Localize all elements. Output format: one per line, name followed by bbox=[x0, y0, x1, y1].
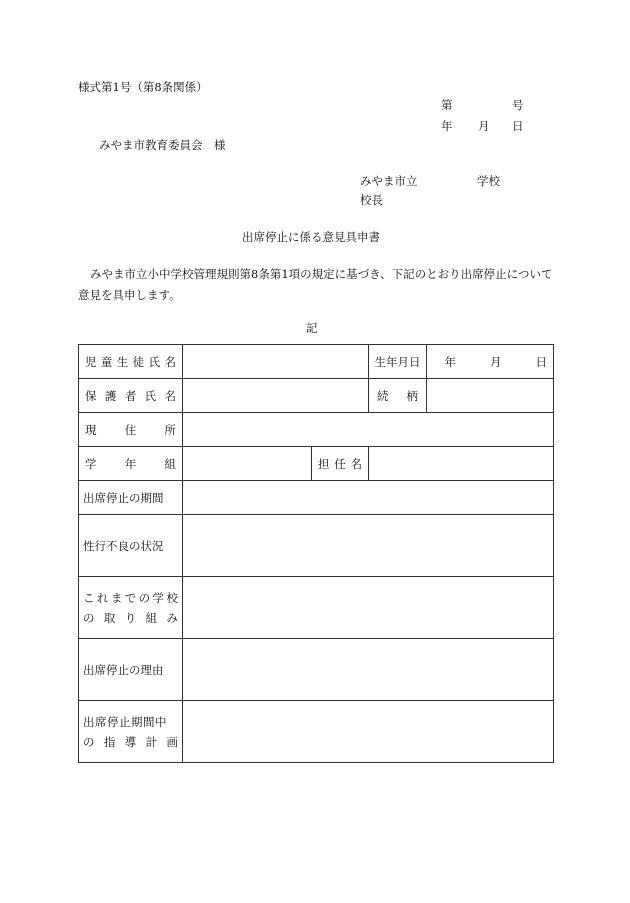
birthdate-field[interactable] bbox=[427, 345, 554, 379]
student-name-label: 児 童 生 徒 氏 名 bbox=[79, 345, 183, 379]
row-school-efforts bbox=[79, 577, 554, 639]
teacher-field[interactable] bbox=[369, 447, 554, 481]
sender-city: みやま市立 bbox=[360, 174, 418, 188]
birth-day: 日 bbox=[535, 354, 547, 369]
application-form-table bbox=[78, 344, 554, 763]
row-address bbox=[79, 413, 554, 447]
guardian-name-label: 保 護 者 氏 名 bbox=[79, 379, 183, 413]
suspension-period-label: 出席停止の期間 bbox=[79, 481, 183, 515]
school-efforts-label: こ れ ま で の 学 校 の 取 り 組 み bbox=[79, 577, 183, 639]
relation-field[interactable] bbox=[427, 379, 554, 413]
misconduct-label: 性行不良の状況 bbox=[79, 515, 183, 577]
row-student-name bbox=[79, 345, 554, 379]
row-reason bbox=[79, 639, 554, 701]
row-misconduct bbox=[79, 515, 554, 577]
guidance-plan-field[interactable] bbox=[183, 701, 554, 763]
document-title: 出席停止に係る意見具申書 bbox=[242, 230, 380, 244]
number-suffix: 号 bbox=[512, 98, 524, 112]
row-guardian bbox=[79, 379, 554, 413]
guardian-name-field[interactable] bbox=[183, 379, 369, 413]
birthdate-label: 生年月日 bbox=[369, 345, 427, 379]
reason-field[interactable] bbox=[183, 639, 554, 701]
birth-year: 年 bbox=[444, 354, 456, 369]
sender-school: 学校 bbox=[477, 174, 500, 188]
row-grade-class bbox=[79, 447, 554, 481]
ki-label: 記 bbox=[306, 321, 318, 335]
reason-label: 出席停止の理由 bbox=[79, 639, 183, 701]
grade-class-label: 学 年 組 bbox=[79, 447, 183, 481]
address-label: 現 住 所 bbox=[79, 413, 183, 447]
birth-month: 月 bbox=[490, 354, 502, 369]
row-guidance-plan bbox=[79, 701, 554, 763]
suspension-period-field[interactable] bbox=[183, 481, 554, 515]
guidance-plan-label: 出席停止期間中 の 指 導 計 画 bbox=[79, 701, 183, 763]
misconduct-field[interactable] bbox=[183, 515, 554, 577]
address-field[interactable] bbox=[183, 413, 554, 447]
teacher-label: 担 任 名 bbox=[312, 447, 369, 481]
school-efforts-field[interactable] bbox=[183, 577, 554, 639]
form-number: 様式第1号（第8条関係） bbox=[78, 80, 208, 94]
addressee: みやま市教育委員会 様 bbox=[99, 138, 226, 152]
relation-label: 続 柄 bbox=[369, 379, 427, 413]
row-suspension-period bbox=[79, 481, 554, 515]
date-day: 日 bbox=[512, 119, 524, 133]
body-paragraph bbox=[78, 264, 554, 306]
sender-principal: 校長 bbox=[360, 193, 383, 207]
number-prefix: 第 bbox=[441, 98, 453, 112]
date-month: 月 bbox=[478, 119, 490, 133]
date-year: 年 bbox=[441, 119, 453, 133]
grade-class-field[interactable] bbox=[183, 447, 312, 481]
student-name-field[interactable] bbox=[183, 345, 369, 379]
body-text: みやま市立小中学校管理規則第8条第1項の規定に基づき、下記のとおり出席停止について意見を具申します。 bbox=[78, 267, 553, 302]
